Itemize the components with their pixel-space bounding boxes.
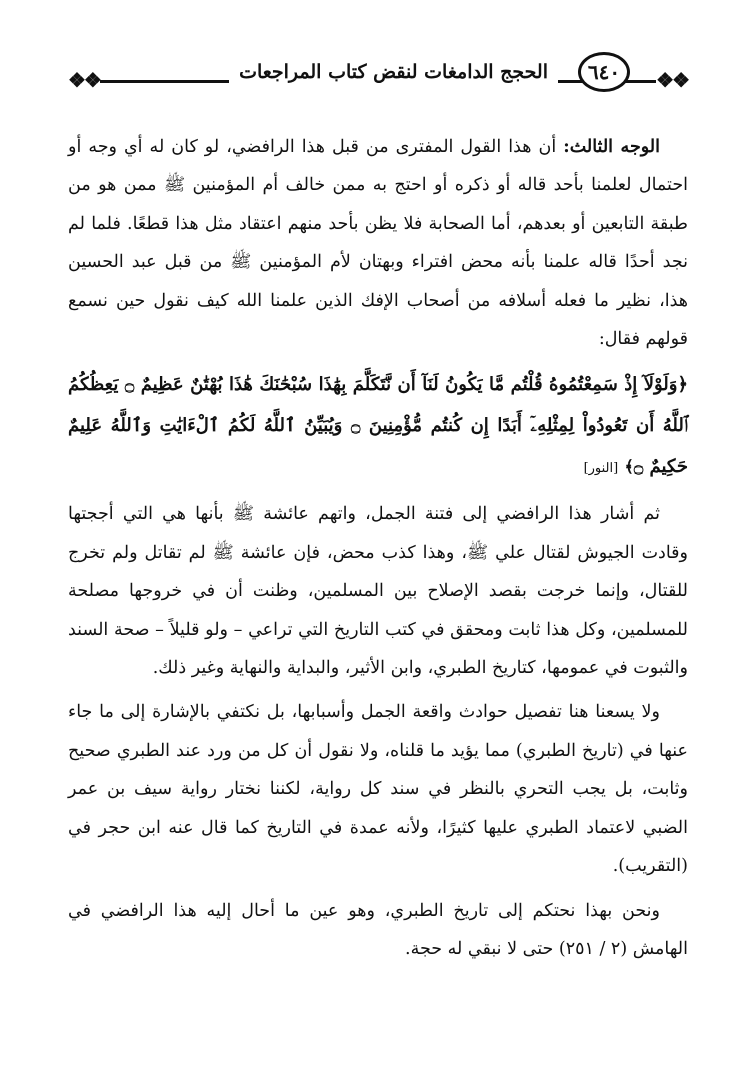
paragraph-label: الوجه الثالث: — [563, 137, 660, 157]
aya-mark-3: ۝﴾ — [624, 457, 644, 477]
paragraph-third-aspect — [68, 128, 688, 358]
verse-text-2: يَعِظُكُمُ ٱللَّهُ أَن تَعُودُواْ لِمِثْلِهِۦٓ أَبَدًا إِن كُنتُم مُّؤْمِنِينَ — [68, 374, 688, 437]
paragraph-jamal: ثم أشار هذا الرافضي إلى فتنة الجمل، واتهم عائشة ﷺ بأنها هي التي أججتها وقادت الجيوش لقتال علي ﷺ، وهذا كذب محض، فإن عائشة ﷺ لم تقاتل ولم تخرج للقتال، وإنما خرجت بقصد الإصلاح بين المسلمين، وظنت أن في خروجها مصلحة للمسلمين، وكل هذا ثابت ومحقق في كتب التاريخ التي تراعي – ولو قليلاً – صحة السند والثبوت في عمومها، كتاريخ الطبري، وابن الأثير، والبداية والنهاية وغير ذلك. — [68, 504, 688, 679]
page-number: ٦٤٠ — [578, 52, 630, 92]
ornament-left-icon: ❖❖ — [68, 68, 100, 92]
quran-verse — [68, 364, 688, 489]
aya-mark-2: ۝ — [350, 416, 361, 436]
verse-source: [النور] — [583, 461, 619, 477]
paragraph-text: أن هذا القول المفترى من قبل هذا الرافضي، لو كان له أي وجه أو احتمال لعلمنا بأحد قاله أو ذكره أو احتج به ممن خالف أم المؤمنين ﷺ ممن هو من طبقة التابعين أو بعدهم، أما الصحابة فلا يظن بأحد منهم اعتقاد مثل هذا قطعًا. فلما لم نجد أحدًا قاله علمنا بأنه محض افتراء وبهتان لأم المؤمنين ﷺ من قبل عبد الحسين هذا، نظير ما فعله أسلافه من أصحاب الإفك الذين علمنا الله كيف نقول حين نسمع قولهم فقال: — [68, 137, 688, 350]
paragraph-conclusion: ونحن بهذا نحتكم إلى تاريخ الطبري، وهو عين ما أحال إليه هذا الرافضي في الهامش (٢ / ٢٥١) حتى لا نبقي له حجة. — [68, 900, 688, 959]
verse-text-1: ﴿وَلَوْلَآ إِذْ سَمِعْتُمُوهُ قُلْتُم مَّا يَكُونُ لَنَآ أَن نَّتَكَلَّمَ بِهَٰذَا سُبْحَٰنَكَ هَٰذَا بُهْتَٰنٌ عَظِيمٌ — [140, 374, 688, 396]
page-body — [68, 128, 688, 974]
book-title: الحجج الدامغات لنقض كتاب المراجعات — [229, 58, 558, 86]
aya-mark-1: ۝ — [124, 375, 135, 395]
verse-text-3: وَيُبَيِّنُ ٱللَّهُ لَكُمُ ٱلْءَايَٰتِ وَٱللَّهُ عَلِيمٌ حَكِيمٌ — [68, 415, 688, 478]
paragraph-tabari: ولا يسعنا هنا تفصيل حوادث واقعة الجمل وأسبابها، بل نكتفي بالإشارة إلى ما جاء عنها في (تاريخ الطبري) مما يؤيد ما قلناه، ولا نقول أن كل من ورد عند الطبري صحيح وثابت، بل يجب التحري بالنظر في سند كل رواية، لكننا نختار رواية سيف بن عمر الضبي لاعتماد الطبري عليها كثيرًا، ولأنه عمدة في التاريخ كما قال عنه ابن حجر في (التقريب). — [68, 702, 688, 877]
ornament-right-icon: ❖❖ — [656, 68, 688, 92]
page-header — [68, 50, 688, 102]
